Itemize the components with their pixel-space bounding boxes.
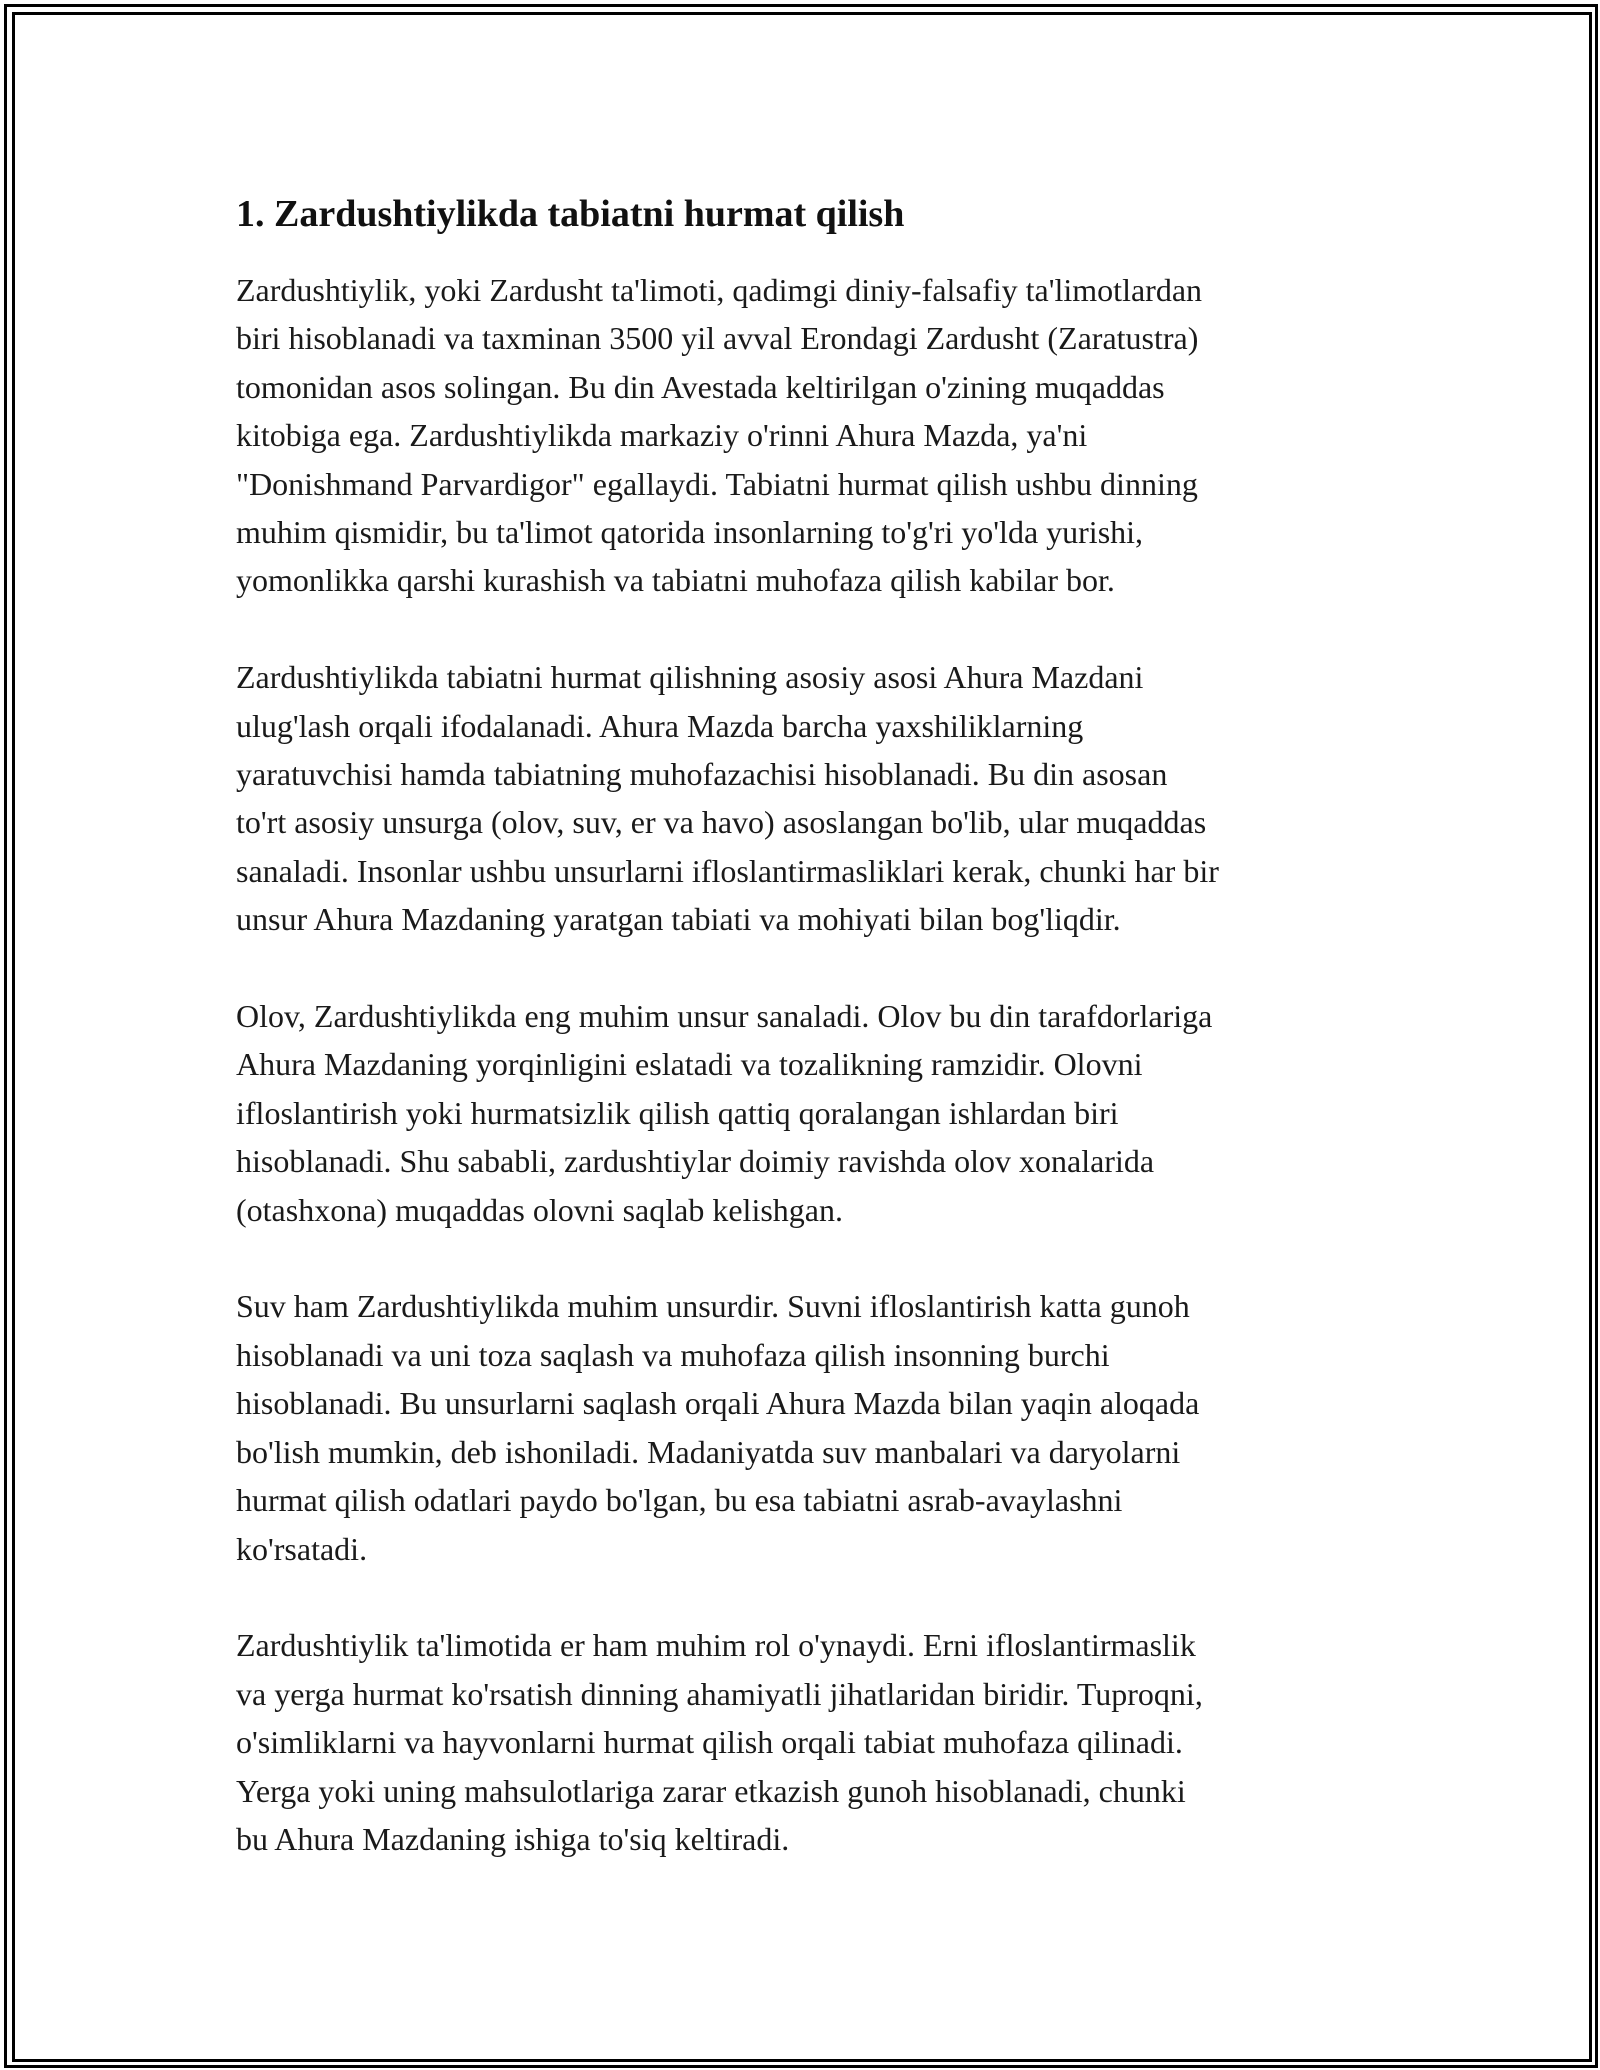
paragraph-fire: Olov, Zardushtiylikda eng muhim unsur sanaladi. Olov bu din tarafdorlariga Ahura Mazdaning yorqinligini eslatadi va tozalikning ramzidir. Olovni ifloslantirish yoki hurmatsizlik qilish qattiq qoralangan ishlardan biri hisoblanadi. Shu sababli, zardushtiylar doimiy ravishda olov xonalarida (otashxona) muqaddas olovni saqlab kelishgan.: [236, 998, 1213, 1228]
paragraph-earth: Zardushtiylik ta'limotida er ham muhim rol o'ynaydi. Erni ifloslantirmaslik va yerga hurmat ko'rsatish dinning ahamiyatli jihatlaridan biridir. Tuproqni, o'simliklarni va hayvonlarni hurmat qilish orqali tabiat muhofaza qilinadi. Yerga yoki uning mahsulotlariga zarar etkazish gunoh hisoblanadi, chunki bu Ahura Mazdaning ishiga to'siq keltiradi.: [236, 1627, 1203, 1857]
document-body: [236, 186, 1376, 1912]
paragraph-intro: Zardushtiylik, yoki Zardusht ta'limoti, qadimgi diniy-falsafiy ta'limotlardan biri hisoblanadi va taxminan 3500 yil avval Erondagi Zardusht (Zaratustra) tomonidan asos solingan. Bu din Avestada keltirilgan o'zining muqaddas kitobiga ega. Zardushtiylikda markaziy o'rinni Ahura Mazda, ya'ni "Donishmand Parvardigor" egallaydi. Tabiatni hurmat qilish ushbu dinning muhim qismidir, bu ta'limot qatorida insonlarning to'g'ri yo'lda yurishi, yomonlikka qarshi kurashish va tabiatni muhofaza qilish kabilar bor.: [236, 272, 1203, 599]
paragraph-water: Suv ham Zardushtiylikda muhim unsurdir. Suvni ifloslantirish katta gunoh hisoblanadi va uni toza saqlash va muhofaza qilish insonning burchi hisoblanadi. Bu unsurlarni saqlash orqali Ahura Mazda bilan yaqin aloqada bo'lish mumkin, deb ishoniladi. Madaniyatda suv manbalari va daryolarni hurmat qilish odatlari paydo bo'lgan, bu esa tabiatni asrab-avaylashni ko'rsatadi.: [236, 1288, 1200, 1567]
document-title: 1. Zardushtiylikda tabiatni hurmat qilish: [236, 193, 905, 235]
paragraph-ahura-mazda: Zardushtiylikda tabiatni hurmat qilishning asosiy asosi Ahura Mazdani ulug'lash orqali ifodalanadi. Ahura Mazda barcha yaxshiliklarning yaratuvchisi hamda tabiatning muhofazachisi hisoblanadi. Bu din asosan to'rt asosiy unsurga (olov, suv, er va havo) asoslangan bo'lib, ular muqaddas sanaladi. Insonlar ushbu unsurlarni ifloslantirmasliklari kerak, chunki har bir unsur Ahura Mazdaning yaratgan tabiati va mohiyati bilan bog'liqdir.: [236, 659, 1219, 938]
